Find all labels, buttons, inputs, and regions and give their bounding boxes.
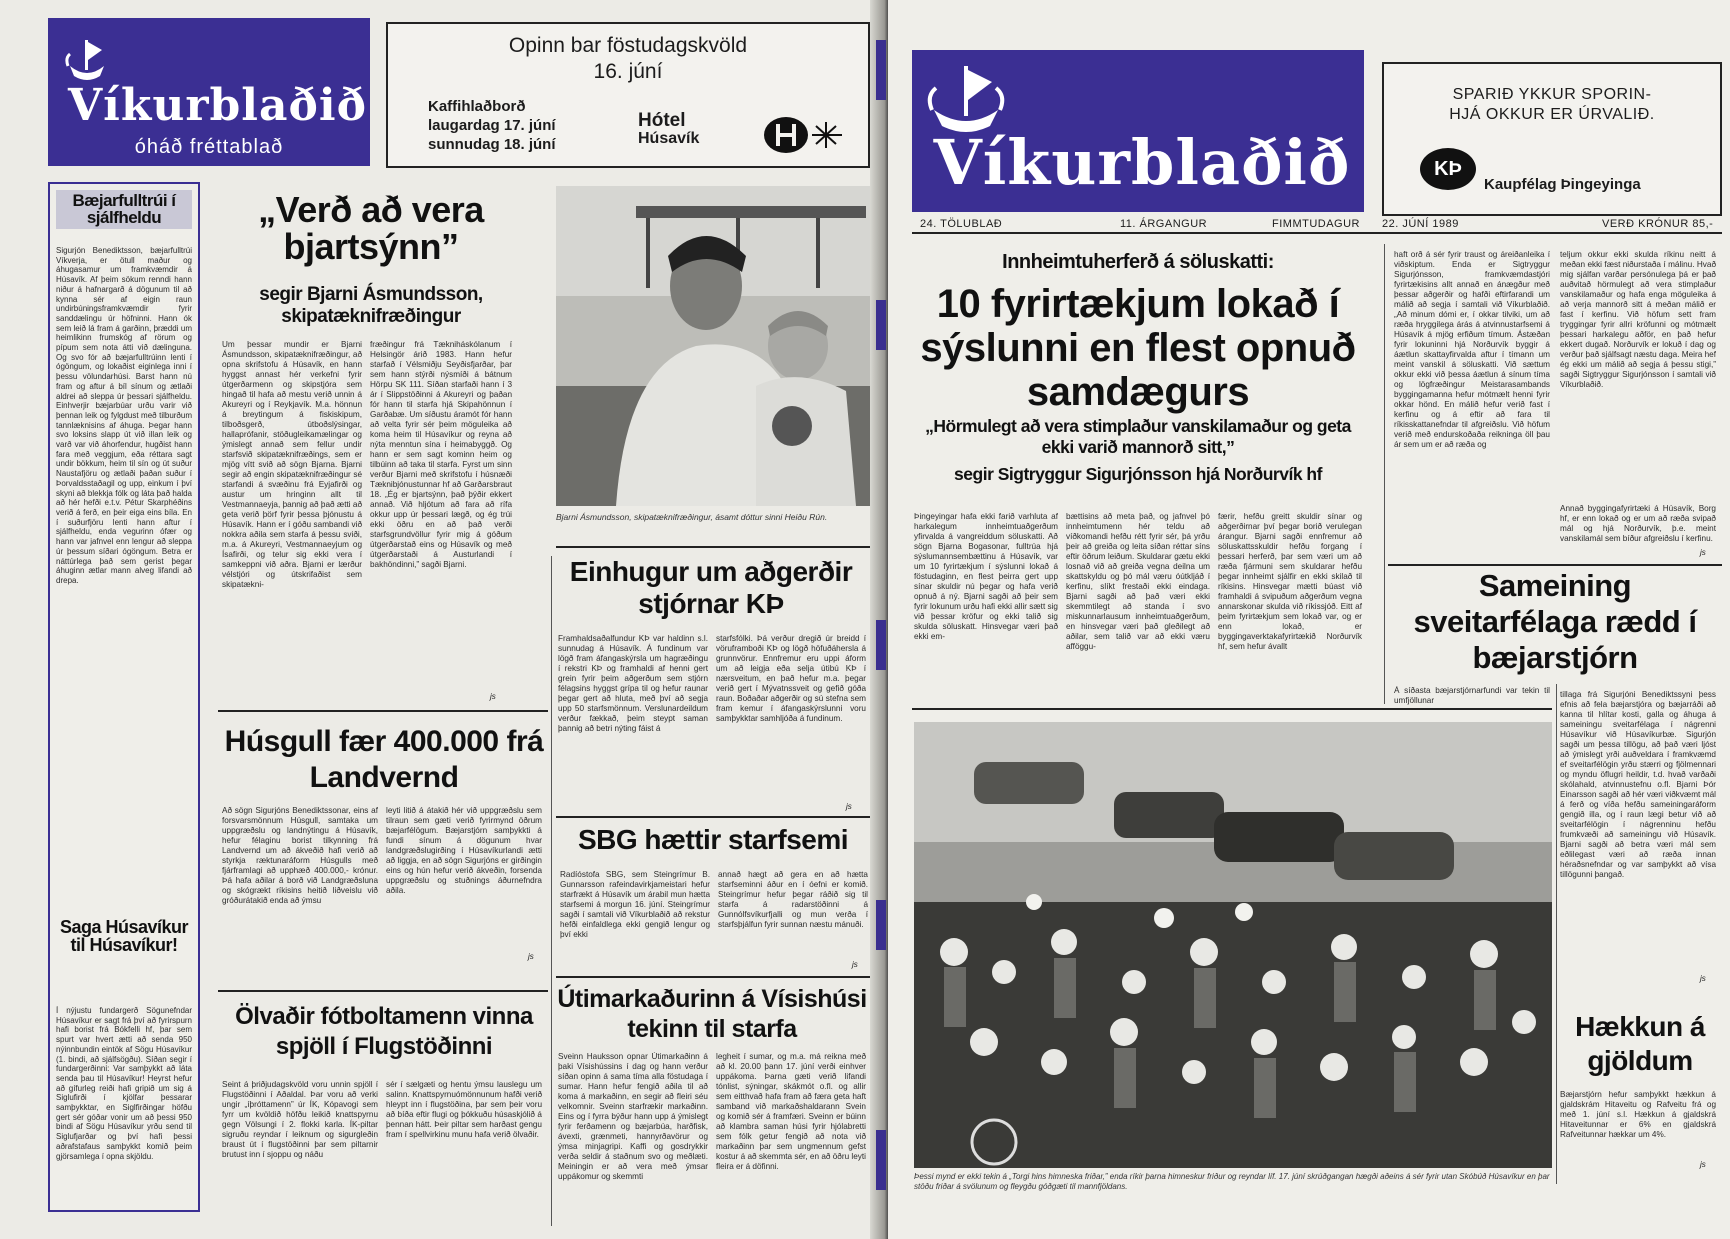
ad-buffet-title: Kaffihlaðborð	[428, 98, 526, 115]
sbg-column-1: Radíóstofa SBG, sem Steingrímur B. Gunnarsson rafeindavirkjameistari hefur starfrækt á Húsavík um árabil mun hætta starfsemi á morgun 16. júní. Steingrímur sagði í samtali við Víkurblaðið að rekstur hefði einfaldlega ekki gengið lengur og því ekki	[560, 870, 710, 939]
ad-line-bar: Opinn bar föstudagskvöld	[508, 34, 748, 57]
haekkun-signature: js	[1700, 1160, 1706, 1169]
sbg-signature: js	[852, 960, 858, 969]
utimarkadur-headline: Útimarkaðurinn á Vísishúsi tekinn til starfa	[557, 985, 867, 1043]
hotel-name-2: Húsavík	[638, 130, 700, 147]
binding-mark	[876, 1130, 886, 1190]
sbg-column-2: annað hægt að gera en að hætta starfseminni áður en í óefni er komið. Steingrímur hefur þegar ráðið sig til starfa á radarstöðinni á Gunnólfsvíkurfjalli og mun verða í starfsþjálfun fyrir sunnan næstu mánuði.	[718, 870, 868, 929]
issue-number: 24. TÖLUBLAÐ	[920, 218, 1003, 230]
kaupfelag-name: Kaupfélag Þingeyinga	[1484, 176, 1641, 193]
bjarni-photo-caption: Bjarni Ásmundsson, skipatæknifræðingur, ásamt dóttur sinni Heiðu Rún.	[556, 512, 828, 522]
sameining-column: tillaga frá Sigurjóni Benediktssyni þess efnis að fela bæjarstjóra og bæjarráði að kanna til hlítar kosti, galla og áhuga á sameiningu sveitarfélaga í nágrenni Húsavíkur við Húsavíkurbæ. Sigurjón sagði um þessa tillögu, að það væri ljóst að ýmislegt yrði auðveldara í framkvæmd ef sveitarfélögin yrðu stærri og fjölmennari og myndu öflugri heildir, t.d. hvað varðaði skólahald, atvinnustefnu o.fl. Bjarni Þór Einarsson sagði að hér væri viðkvæmt mál á ferð og víða hefðu sameiningaráform gengið illa, og í raun lægi betur við að sveitarfélögin í nágrenninu hefðu frumkvæði að sameiningu við Húsavík. Bjarni sagði að betra væri mál sem eðlilegast væri að ræða innan héraðsnefndar og var samþykkt að vísa tillögunni þangað.	[1560, 690, 1716, 879]
divider-rule	[218, 990, 548, 992]
husgull-column-1: Að sögn Sigurjóns Benediktssonar, eins af forsvarsmönnum Húsgull, samtaka um uppgræðslu og landnýtingu á Húsavík, hefur félaginu borist tilkynning frá Landvernd um að ákveðið hafi verið að styrkja ræktunaráform Húsgulls með fjárframlagi að upphæð 400.000,- krónur. Þá hafa aðilar á borð við Landgræðsluna og skógrækt ríkisins heitið liðveislu við gróðurátakið enda að ýmsu	[222, 806, 378, 905]
ad-buffet-day2: sunnudag 18. júní	[428, 136, 556, 153]
hotel-name-1: Hótel	[638, 110, 686, 131]
divider-rule	[556, 816, 870, 818]
bjarni-column-2: fræðingur frá Tækniháskólanum í Helsingör árið 1983. Hann hefur starfað í Vélsmiðju Seyðisfjarðar, þar sem hann stýrði nýsmíði á bátnum Hörpu SK 111. Síðan starfaði hann í 3 ár í Slippstöðinni á Akureyri og þaðan fór hann til starfa hjá Skipahönnun í Garðabæ. Um síðustu áramót fór hann að velta fyrir sér þeim möguleika að koma heim til Húsavíkur og reyna að nýta menntun sína í heimabyggð. Og hann er sem sagt kominn heim og tilbúinn að taka til starfa. Fyrst um sinn verður Bjarni með skrifstofu í húsnæði Tæknibjónustunnar hf að Garðarsbraut 18. „Ég er bjartsýnn, það þýðir ekkert annað. Við hljótum að fara að rífa okkur upp úr þessari lægð, og ég trúi ekki öðru en að það verði starfsgrundvöllur fyrir mig á góðum útgerðarstað eins og Húsavík og með útgerðarstaði á Austurlandi í bakhöndinni,” sagði Bjarni.	[370, 340, 512, 569]
olvadir-column-1: Seint á þriðjudagskvöld voru unnin spjöll í Flugstöðinni í Aðaldal. Þar voru að verki ungir „íþróttamenn” úr ÍK, Kópavogi sem fyrr um kvöldið höfðu leikið knattspyrnu gegn Völsungi í 2. flokki karla. ÍK-piltar sigruðu reyndar í leiknum og sigurgleðin braust út í flugstöðinni þar sem piltarnir brutust inn í sjoppu og náðu	[222, 1080, 378, 1159]
utimarkadur-column-1: Sveinn Hauksson opnar Útimarkaðinn á þaki Vísishússins í dag og hann verður síðan opinn á sama tíma alla föstudaga í sumar. Hann hefur fengið aðila til að koma á markaðinn, en segir að fleiri séu velkomnir. Sveinn starfrækir markaðinn. Eins og í fyrra býður hann upp á ýmislegt fyrir ferðamenn og bæjarbúa, harðfisk, ávexti, grænmeti, hannyrðavörur og ýmsa minjagripi. Kaffi og gosdrykkir verða seldir á staðnum svo og meðlæti. Meiningin er að vera með ýmsar uppákomur og skemmti	[558, 1052, 708, 1181]
olvadir-column-2: sér í sælgæti og hentu ýmsu lauslegu um salinn. Knattspyrnuómönnunum hafði verið hleypt inn í flugstöðina, þar sem þeir voru að bíða eftir flugi og þókkuðu húsaskjólið á þennan hátt. Þeir piltar sem harðast gengu fram í spellvirkinu munu hafa verið ölvaðir.	[386, 1080, 542, 1139]
husgull-headline: Húsgull fær 400.000 frá Landvernd	[224, 725, 544, 794]
crowd-photo	[914, 722, 1552, 1168]
ad-line-2: HJÁ OKKUR ER ÚRVALIÐ.	[1449, 106, 1655, 123]
sidebar-gossip-column	[48, 182, 200, 1212]
hotel-logo-icon	[756, 114, 848, 156]
right-newspaper-page	[888, 0, 1730, 1239]
sidebar-heading-2: Saga Húsavíkur til Húsavíkur!	[59, 917, 189, 956]
column-divider	[551, 556, 552, 1226]
binding-mark	[876, 620, 886, 670]
ad-buffet-day1: laugardag 17. júní	[428, 117, 556, 134]
sbg-headline: SBG hættir starfsemi	[577, 824, 849, 855]
sameining-intro: Á síðasta bæjarstjórnarfundi var tekin til umfjöllunar	[1394, 686, 1550, 705]
sidebar-text-1: Sigurjón Benediktsson, bæjarfulltrúi Víkverja, er ötull maður og áhugasamur um framkvæmdir á Húsavík. Af þeim sökum renndi hann niður á hafnargarð á dögunum til að kynna sér af eigin raun undirbúningsframkvæmdir fyrir sanddælingu úr höfninni. Hann ók sem leið lá fram á garðinn, þræddi um heimlikinn frumskóg af rörum og pípum sem nota átti við dælinguna. Og svo fór að bæjarfulltrúinn lenti í ógöngum, og lokaðist eiginlega inni í þessu völundarhúsi. Barst hann nú fram og aftur á bíl sínum og ætlaði aldrei að sleppa úr þessari sjálfheldu. Einhverjir bæjarbúar urðu varir við þennan leik og fylgdust með tilburðum tannlæknisins af áhuga. Þegar hann svo loksins slapp út við illan leik og varð var við áhorfendur, hugðist hann fara með veggjum, eða réttara sagt undir bökkum, heim til sín og út suður Naustafjöru og ætlaði þaðan suður í Þorvaldsstaðagil og upp, einkum í því skyni að blekkja fólk og láta það halda að hér hefði e.t.v. Pétur Skarphéðins verið á ferð, en þeir eiga eins bíla. En í suðurfjöru lenti hann aftur í sjálfheldu, enda vegurinn ófær og hann var jafnvel enn lengur að sleppa úr þessum síðari ógöngum. Betra er náttúrlega það sem gerist þegar áhuginn ætlar mann alveg lifandi að drepa.	[56, 246, 192, 585]
weekday: FIMMTUDAGUR	[1272, 218, 1360, 230]
main-story-column-5: teljum okkur ekki skulda ríkinu neitt á meðan ekki fæst niðurstaða í málinu. Hvað mig sjálfan varðar persónulega þá er það auðvitað hörmulegt að vera stimplaður vanskilamaður og hafa enga möguleika á að verja mannorð sitt á meðan málið er fast í kerfinu. Við höfum sett fram tryggingar fyrir allri kröfunni og mótmælt þessari harkalegu aðför, en það hefur ekkert dugað. Norðurvík er lokuð í dag og verður það sjálfsagt næstu daga. Meira hef ég ekki um málið að segja á þessu stigi,” sagði Sigtryggur Sigurjónsson í samtali við Víkurblaðið.	[1560, 250, 1716, 389]
binding-mark	[876, 300, 886, 350]
price: VERÐ KRÓNUR 85,-	[1602, 218, 1714, 230]
kaupfelag-ad	[1382, 62, 1722, 216]
main-story-quote: „Hörmulegt að vera stimplaður vanskilamaður og geta ekki varið mannorð sitt,”	[925, 416, 1351, 457]
crowd-photo-caption: Þessi mynd er ekki tekin á „Torgi hins himneska friðar,” enda ríkir þarna himneskur friður og reyndar líf. 17. júní skrúðgangan hægði aðeins á sér fyrir utan Skóbúð Húsavíkur en þar stöðu friðar á svölunum og fleygðu góðgæti til mannfjöldans.	[914, 1172, 1550, 1191]
husgull-signature: js	[528, 952, 534, 961]
main-story-column-3: færir, hefðu greitt skuldir sínar og aðgerðirnar því þegar borið verulegan árangur. Bjarni sagði ennfremur að söluskattsskuldir hefðu forgang í þessari herferð, þar sem væri um að ræða fjármuni sem skuldarar hefðu þegar innheimt sjálfir en ekki skilað til ríkisins. Hinsvegar mætti búast við framhaldi á svipuðum aðgerðum vegna annarskonar skulda við ríkissjóð. Eitt af þeim fyrirtækjum sem lokað var, og er enn lokað, er byggingaverktakafyrirtækið Norðurvík hf, sem hefur ávallt	[1218, 512, 1362, 651]
ad-line-1: SPARIÐ YKKUR SPORIN-	[1452, 86, 1652, 103]
main-story-signature: js	[1700, 548, 1706, 557]
divider-rule	[912, 708, 1552, 710]
bjarni-signature: js	[490, 692, 496, 701]
olvadir-headline: Ölvaðir fótboltamenn vinna spjöll í Flugstöðinni	[235, 1003, 533, 1060]
utimarkadur-column-2: legheit í sumar, og m.a. má reikna með að kl. 20.00 þann 17. júní verði einhver uppákoma. Þarna gæti verið lifandi tónlist, sýningar, skákmót o.fl. og allir sem eitthvað hafa fram að færa geta haft samband við markaðshaldarann Svein og komið sér á framfæri. Sveinn er búinn að klambra saman húsi fyrir hjólabretti sem fólk getur fengið að nota við markaðinn þar sem ungmennum gefst kostur á að skemmta sér, en að öðru leyti fleira er á döfinni.	[716, 1052, 866, 1171]
issue-date: 22. JÚNÍ 1989	[1382, 218, 1459, 230]
column-divider	[1384, 244, 1385, 704]
einhugur-column-1: Framhaldsaðalfundur KÞ var haldinn s.l. sunnudag á Húsavík. Á fundinum var lögð fram áfangaskýrsla um hagræðingu í rekstri KÞ og framhaldi af henni gert grein fyrir þeim aðgerðum sem stjórn félagsins hyggst grípa til og hefur raunar þegar gert að hluta, með því að segja upp 50 starfsmönnum. Verslunardeildum verður fækkað, þeim steypt saman þannig að betri nýting fáist á	[558, 634, 708, 733]
einhugur-signature: js	[846, 802, 852, 811]
bjarni-column-1: Um þessar mundir er Bjarni Ásmundsson, skipatæknifræðingur, að opna skrifstofu á Húsavík, en hann hyggst annast hér verkefni fyrir útgerðarmenn og skipstjóra sem hingað til hafa að mestu verið unnin á Akureyri og í Reykjavík. M.a. hönnun á breytingum á fiskiskipum, tilboðsgerð, útboðslýsingar, hallaprófanir, stöðugleikamælingar og ýmislegt annað sem fellur undir starfsvið skipatæknifræðings, sem er mjög vítt svið að sögn Bjarna. Bjarni segir að engin skipatæknifræðingur sé starfandi á svæðinu frá Eyjafirði og austur um hringinn allt til Vestmannaeyja, þannig að það ætti að geta verið þörf fyrir þessa þjónustu á Húsavík. Hann er í góðu sambandi við nokkra aðila sem starfa á þessu sviði, m.a. á Akureyri, Vestmannaeyjum og Ísafirði, og telur sig ekki vera í samkeppni við aðra. Bjarni er lærður vélstjóri og útskrifaðist sem skipatækni-	[222, 340, 362, 589]
sidebar-text-2: Í nýjustu fundargerð Sögunefndar Húsavíkur er sagt frá því að fyrirspurn hafi borist frá Bókfelli hf, þar sem spurt var hvert ætti að senda 950 nýinnbundin eintök af Sögu Húsavíkur (1. bindi, að sjálfsögðu). Síðan segir í fundargerðinni: Var samþykkt að láta senda þau til Húsavíkur! Heyrst hefur að gífurleg reiði hafi gripið um sig á Siglufirði í kjölfar þessarar samþykktar, en Siglfirðingar höfðu gert sér góðar vonir um að þessi 950 bindi af Sögu Húsavíkur yrðu send til Siglufjarðar og því hafi þessi aðrafstafaus samþykkt komið þeim gjörsamlega í opna skjöldu.	[56, 1006, 192, 1161]
main-story-column-5b: Annað byggingafyrirtæki á Húsavík, Borg hf, er enn lokað og er um að ræða svipað mál og hjá Norðurvík, þ.e. meint vanskilamál sem bíður afgreiðslu í kerfinu.	[1560, 504, 1716, 543]
masthead-logo: Víkurblaðið	[68, 80, 367, 131]
bjarni-photo	[556, 186, 870, 506]
hotel-husavik-ad	[386, 22, 870, 168]
bjarni-headline: „Verð að vera bjartsýnn”	[258, 189, 484, 267]
bjarni-subhead: segir Bjarni Ásmundsson, skipatæknifræðingur	[259, 284, 483, 327]
column-divider	[1556, 684, 1557, 1184]
masthead-tagline: óháð fréttablað	[134, 136, 284, 158]
divider-rule	[1388, 564, 1722, 566]
masthead-left	[48, 18, 370, 166]
main-story-attribution: segir Sigtryggur Sigurjónsson hjá Norðurvík hf	[954, 464, 1322, 484]
viking-ship-logo-icon	[64, 36, 110, 86]
divider-rule	[556, 546, 870, 548]
main-story-column-2: bættisins að meta það, og jafnvel þó innheimtumenn hér teldu að víðkomandi hefðu rétt fyrir sér, þá yrðu þeir að greiða og leita síðan réttar síns eftir öðrum leiðum. Skuldarar gætu ekki losnað við að greiða vegna deilna um skattskyldu og þó mál væru óútkljáð í kerfinu, slíkt frestaði ekki eindaga. Bjarni sagði að það væri ekki skemmtilegt að standa í svo miskunnarlausum innheimtuaðgerðum, en hinsvegar væri það gleðilegt að aðilar, sem talið var að ekki væru afföggu-	[1066, 512, 1210, 651]
sidebar-heading: Bæjarfulltrúi í sjálfheldu	[56, 190, 192, 229]
main-story-column-4: haft orð á sér fyrir traust og áreiðanleika í viðskiptum. Enda er Sigtryggur Sigurjónsson, framkvæmdastjóri fyrirtækisins allt annað en ánægður með þessar aðgerðir og hafði eftirfarandi um málið að segja í samtali við Víkurblaðið. „Að minum dómi er, í okkar tilviki, um að ræða hryggilega árás á atvinnustarfsemi á Húsavík á mjög erfiðum tímum. Ástæðan fyrir lokuninni hjá Norðurvík byggir á áætlun skattayfirvalda aftur í tímann um meint vanskil á söluskatti. Við sættum okkur ekki við þessa áætlun á sínum tíma og lögfræðingur Meistarasambands byggingamanna hefur mótmælt henni fyrir okkar hönd. En málið hefur verið fast í kerfinu og á eftir að fara til ríkisskattanefndar til afgreiðslu. Við höfum verið með endurskoðaða reikninga öll þau ár sem um er að ræða og	[1394, 250, 1550, 449]
sameining-signature: js	[1700, 974, 1706, 983]
haekkun-text: Bæjarstjórn hefur samþykkt hækkun á gjaldskrám Hitaveitu og Rafveitu frá og með 1. júní s.l. Hækkun á gjaldskrá Hitaveitunnar er 6% en gjaldskrá Rafveitunnar hækkar um 4%.	[1560, 1090, 1716, 1139]
main-story-kicker: Innheimtuherferð á söluskatti:	[1002, 251, 1274, 273]
dateline-bar	[912, 216, 1722, 234]
divider-rule	[218, 710, 548, 712]
main-story-headline: 10 fyrirtækjum lokað í sýslunni en flest opnuð samdægurs	[920, 282, 1356, 414]
binding-mark	[876, 900, 886, 950]
haekkun-headline: Hækkun á gjöldum	[1575, 1011, 1705, 1076]
kp-logo-icon: KÞ	[1420, 148, 1476, 190]
binding-mark	[876, 40, 886, 100]
einhugur-headline: Einhugur um aðgerðir stjórnar KÞ	[569, 556, 853, 619]
main-story-column-1: Þingeyingar hafa ekki farið varhluta af harkalegum innheimtuaðgerðum yfirvalda á vangreiddum söluskatti. Að sögn Bjarna Bogasonar, fulltrúa hjá sýslumannsembættinu á Húsavík, var um 10 fyrirtækjum í sýslunni lokað á föstudaginn, en flest þeirra gert upp sínar skuldir nú þegar og hafa verið opnuð á ný. Bjarni sagði að þeir sem fyrir lokunum urðu hafi ekki allir sætt sig við þessar kröfur og ekki talið sig skulda söluskatt. Hinsvegar væri það ekki em-	[914, 512, 1058, 641]
einhugur-column-2: starfsfólki. Þá verður dregið úr breidd í vöruframboði KÞ og lögð höfuðáhersla á grunnvörur. Ennfremur eru uppi áform um að leigja eða selja útibú KÞ í nærsveitum, en það hefur m.a. þegar verið gert í Mývatnssveit og gefið góða raun. Boðaðar aðgerðir og sú stefna sem fram kemur í áfangaskýrslunni voru samþykktar samhljóða á fundinum.	[716, 634, 866, 723]
masthead-right	[912, 50, 1364, 212]
sameining-headline: Sameining sveitarfélaga rædd í bæjarstjórn	[1413, 568, 1697, 675]
divider-rule	[556, 976, 870, 978]
masthead-logo: Víkurblaðið	[933, 126, 1351, 199]
husgull-column-2: leyti litið á átakið hér við uppgræðslu sem tilraun sem gæti verið fyrirmynd öðrum bæjarfélögum. Bæjarstjórn samþykkti á fundi sínum á dögunum hvar landgræðslugirðing í Húsavíkurlandi ætti að liggja, en að sögn Sigurjóns er girðingin eins og hún hefur verið ákveðin, forsenda uppgræðslu og stuðnings áðurnefndra aðila.	[386, 806, 542, 895]
volume-number: 11. ÁRGANGUR	[1120, 218, 1208, 230]
ad-line-date: 16. júní	[593, 60, 663, 83]
